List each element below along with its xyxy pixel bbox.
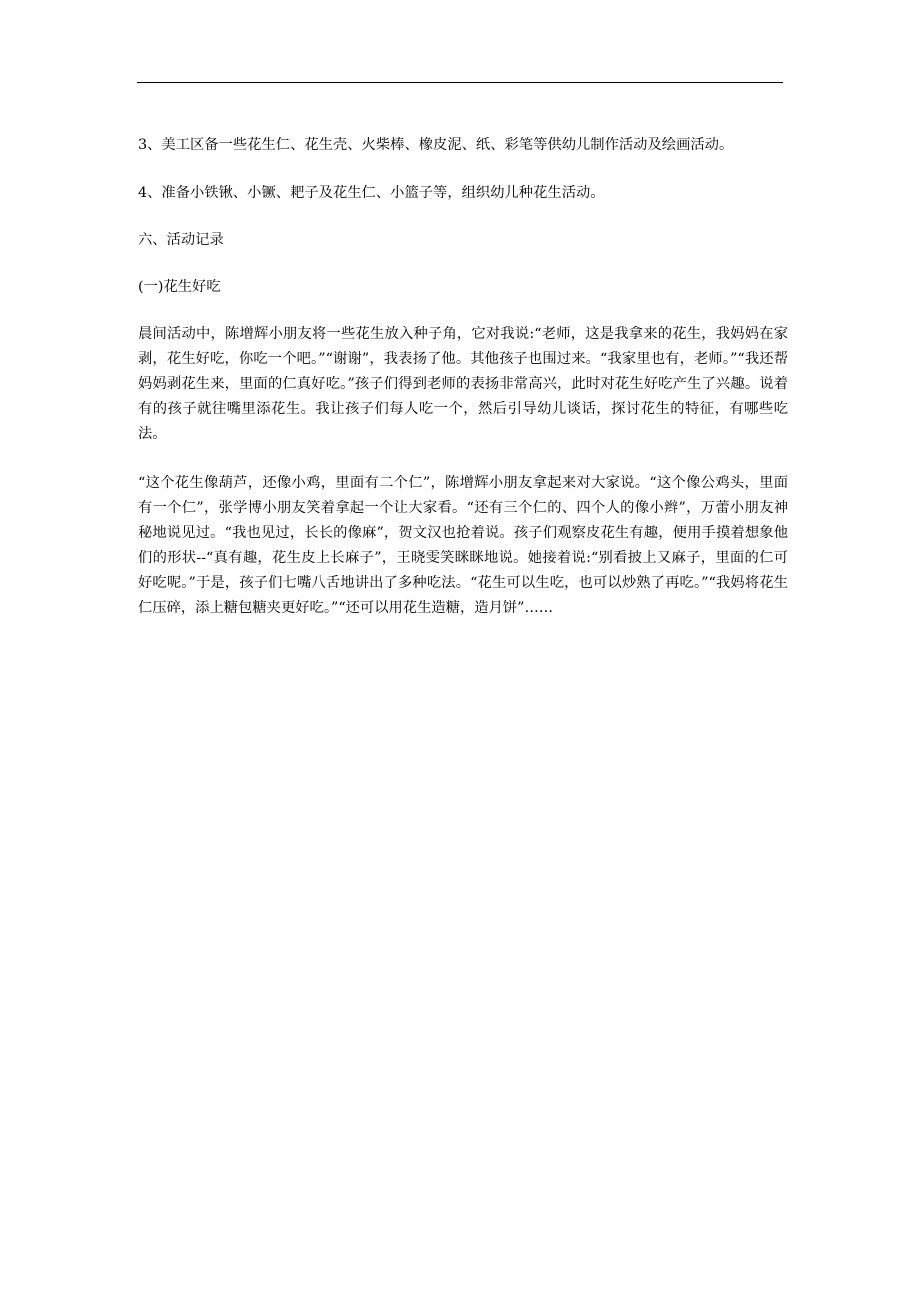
list-item-4: 4、准备小铁锹、小镢、耙子及花生仁、小篮子等，组织幼儿种花生活动。 [138, 185, 605, 201]
document-body [138, 133, 788, 621]
section-heading: 六、活动记录 [138, 232, 224, 248]
list-item-3: 3、美工区备一些花生仁、花生壳、火柴棒、橡皮泥、纸、彩笔等供幼儿制作活动及绘画活动。 [138, 137, 734, 153]
body-paragraph-2: “这个花生像葫芦，还像小鸡，里面有二个仁”，陈增辉小朋友拿起来对大家说。“这个像公鸡头，里面有一个仁”，张学博小朋友笑着拿起一个让大家看。“还有三个仁的、四个人的像小辫”，万蕾小朋友神秘地说见过。“我也见过，长长的像麻”，贺文汉也抢着说。孩子们观察皮花生有趣，便用手摸着想象他们的形状--“真有趣，花生皮上长麻子”，王晓雯笑眯眯地说。她接着说:“别看披上又麻子，里面的仁可好吃呢。”于是，孩子们七嘴八舌地讲出了多种吃法。“花生可以生吃，也可以炒熟了再吃。”“我妈将花生仁压碎，添上糖包糖夹更好吃。”“还可以用花生造糖，造月饼”…… [138, 475, 788, 616]
subsection-heading: (一)花生好吃 [138, 279, 221, 295]
body-paragraph-1: 晨间活动中，陈增辉小朋友将一些花生放入种子角，它对我说:“老师，这是我拿来的花生，我妈妈在家剥，花生好吃，你吃一个吧。”“谢谢”，我表扬了他。其他孩子也围过来。“我家里也有，老师。”“我还帮妈妈剥花生来，里面的仁真好吃。”孩子们得到老师的表扬非常高兴，此时对花生好吃产生了兴趣。说着有的孩子就往嘴里添花生。我让孩子们每人吃一个，然后引导幼儿谈话，探讨花生的特征，有哪些吃法。 [138, 326, 788, 442]
header-rule [137, 82, 783, 83]
